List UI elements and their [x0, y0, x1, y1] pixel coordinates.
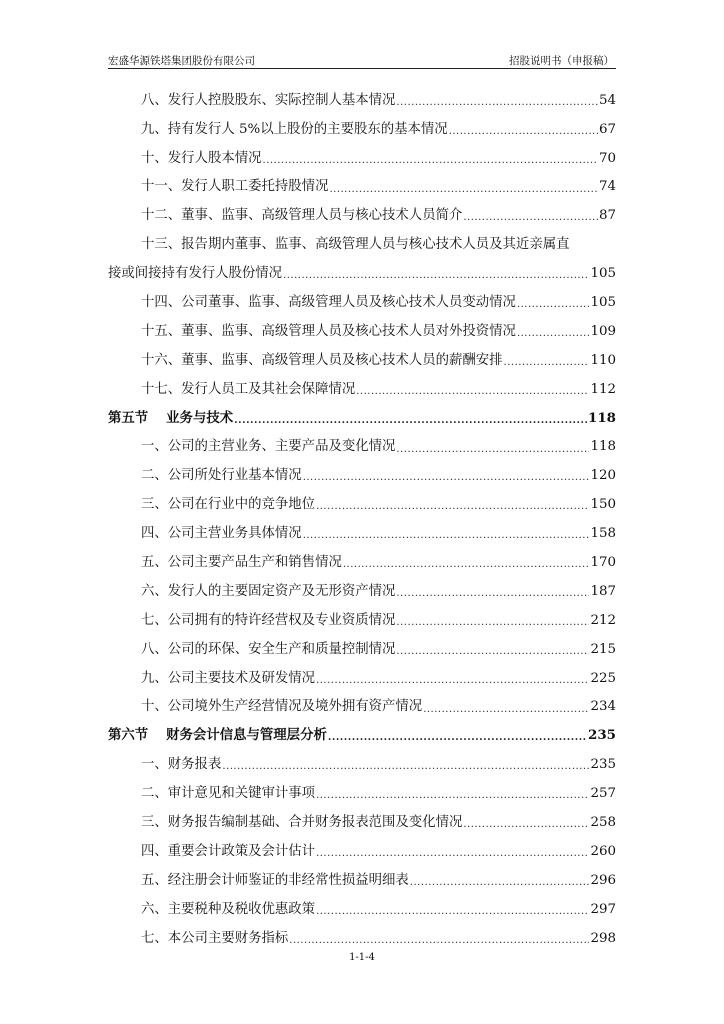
toc-dot-leader [449, 127, 598, 144]
toc-dot-leader [423, 705, 589, 722]
toc-page-number: 296 [590, 872, 616, 888]
toc-entry[interactable] [108, 664, 616, 693]
toc-section-entry[interactable] [108, 722, 616, 751]
toc-page-number: 110 [590, 352, 616, 368]
toc-page-number: 70 [598, 150, 616, 166]
toc-dot-leader [316, 791, 589, 808]
toc-page-number: 235 [588, 727, 616, 744]
toc-entry[interactable] [108, 433, 616, 462]
toc-page-number: 87 [598, 208, 616, 224]
toc-dot-leader [234, 416, 587, 433]
toc-entry[interactable] [108, 577, 616, 606]
toc-entry-title: 九、公司主要技术及研发情况 [141, 670, 316, 686]
toc-entry-continuation[interactable] [108, 259, 616, 288]
page-number: 1-1-4 [349, 952, 375, 963]
toc-entry-title: 四、公司主营业务具体情况 [141, 526, 302, 542]
toc-entry-title: 二、公司所处行业基本情况 [141, 468, 302, 484]
header-doc-title: 招股说明书（申报稿） [509, 55, 614, 67]
toc-dot-leader [356, 387, 589, 404]
toc-entry-title: 七、本公司主要财务指标 [141, 930, 289, 946]
toc-entry-title: 三、财务报告编制基础、合并财务报表范围及变化情况 [141, 815, 463, 830]
toc-entry-title: 十四、公司董事、监事、高级管理人员及核心技术人员变动情况 [141, 294, 516, 310]
toc-page-number: 120 [590, 468, 616, 484]
toc-dot-leader [289, 936, 589, 953]
toc-dot-leader [396, 445, 589, 462]
toc-dot-leader [303, 531, 590, 548]
toc-entry-title: 八、发行人控股股东、实际控制人基本情况 [141, 92, 396, 108]
toc-entry-title: 十五、董事、监事、高级管理人员及核心技术人员对外投资情况 [141, 323, 516, 339]
toc-page-number: 260 [590, 843, 616, 859]
toc-page-number: 118 [590, 439, 616, 455]
toc-page-number: 258 [590, 815, 616, 830]
toc-entry-title: 五、公司主要产品生产和销售情况 [141, 554, 342, 570]
toc-dot-leader [303, 473, 590, 490]
toc-entry-title: 业务与技术 [166, 409, 234, 426]
toc-page-number: 212 [590, 612, 616, 628]
toc-dot-leader [396, 589, 589, 606]
toc-page-number: 112 [590, 381, 616, 397]
toc-dot-leader [396, 98, 598, 115]
toc-page-number: 297 [590, 901, 616, 917]
toc-dot-leader [517, 329, 590, 346]
toc-entry[interactable] [108, 548, 616, 577]
toc-entry-wrapped[interactable] [108, 230, 616, 259]
toc-entry[interactable] [108, 202, 616, 231]
toc-entry[interactable] [108, 519, 616, 548]
toc-dot-leader [463, 820, 589, 837]
toc-dot-leader [343, 560, 590, 577]
toc-dot-leader [463, 213, 598, 230]
toc-entry[interactable] [108, 490, 616, 519]
toc-entry-title: 五、经注册会计师鉴证的非经常性损益明细表 [141, 872, 409, 888]
toc-entry-title: 六、主要税种及税收优惠政策 [141, 901, 316, 917]
toc-entry-title: 九、持有发行人 5%以上股份的主要股东的基本情况 [141, 121, 448, 137]
toc-entry[interactable] [108, 693, 616, 722]
toc-page-number: 234 [590, 699, 616, 715]
toc-dot-leader [316, 502, 589, 519]
toc-page-number: 118 [588, 409, 616, 426]
toc-page-number: 150 [590, 497, 616, 513]
toc-entry[interactable] [108, 866, 616, 895]
toc-entry[interactable] [108, 346, 616, 375]
toc-page-number: 187 [590, 583, 616, 599]
toc-entry-title: 二、审计意见和关键审计事项 [141, 786, 316, 802]
toc-dot-leader [316, 676, 589, 693]
toc-page-number: 74 [598, 179, 616, 195]
toc-page-number: 158 [590, 526, 616, 542]
table-of-contents [108, 86, 616, 953]
toc-entry-title: 十二、董事、监事、高级管理人员与核心技术人员简介 [141, 208, 463, 224]
toc-entry[interactable] [108, 462, 616, 491]
toc-page-number: 257 [590, 786, 616, 802]
toc-section-number: 第五节 [108, 409, 149, 426]
toc-dot-leader [410, 878, 590, 895]
toc-entry[interactable] [108, 86, 616, 115]
toc-page-number: 235 [590, 757, 616, 773]
toc-dot-leader [396, 618, 589, 635]
toc-page-number: 215 [590, 641, 616, 657]
toc-page-number: 105 [590, 294, 616, 310]
toc-entry-title: 十三、报告期内董事、监事、高级管理人员与核心技术人员及其近亲属直 [141, 237, 570, 253]
toc-section-number: 第六节 [108, 727, 149, 744]
toc-entry-title: 八、公司的环保、安全生产和质量控制情况 [141, 641, 396, 657]
toc-entry[interactable] [108, 144, 616, 173]
toc-entry[interactable] [108, 288, 616, 317]
toc-dot-leader [222, 762, 589, 779]
toc-dot-leader [316, 849, 589, 866]
toc-entry-title: 三、公司在行业中的竞争地位 [141, 497, 316, 513]
toc-dot-leader [283, 271, 589, 288]
toc-dot-leader [316, 907, 589, 924]
toc-entry-title: 七、公司拥有的特许经营权及专业资质情况 [141, 612, 396, 628]
toc-entry[interactable] [108, 779, 616, 808]
toc-page-number: 105 [590, 266, 616, 282]
toc-entry[interactable] [108, 115, 616, 144]
toc-page-number: 54 [598, 92, 616, 108]
toc-entry-title: 财务会计信息与管理层分析 [166, 727, 327, 744]
toc-entry[interactable] [108, 635, 616, 664]
toc-page-number: 298 [590, 930, 616, 946]
toc-page-number: 109 [590, 323, 616, 339]
toc-entry-title: 接或间接持有发行人股份情况 [108, 266, 283, 282]
toc-dot-leader [396, 647, 589, 664]
toc-section-entry[interactable] [108, 404, 616, 433]
toc-page-number: 225 [590, 670, 616, 686]
toc-entry-title: 十七、发行人员工及其社会保障情况 [141, 381, 356, 397]
toc-entry-title: 一、财务报表 [141, 757, 222, 773]
toc-entry[interactable] [108, 837, 616, 866]
toc-entry[interactable] [108, 606, 616, 635]
toc-entry-title: 一、公司的主营业务、主要产品及变化情况 [141, 439, 396, 455]
toc-page-number: 67 [598, 121, 616, 137]
toc-entry-title: 六、发行人的主要固定资产及无形资产情况 [141, 583, 396, 599]
toc-dot-leader [517, 300, 590, 317]
toc-entry[interactable] [108, 750, 616, 779]
toc-entry-title: 十一、发行人职工委托持股情况 [141, 179, 329, 195]
toc-entry[interactable] [108, 375, 616, 404]
toc-entry[interactable] [108, 924, 616, 953]
toc-entry[interactable] [108, 895, 616, 924]
toc-entry[interactable] [108, 808, 616, 837]
toc-entry[interactable] [108, 173, 616, 202]
header-company: 宏盛华源铁塔集团股份有限公司 [108, 55, 255, 67]
toc-dot-leader [329, 185, 597, 202]
toc-entry-title: 十六、董事、监事、高级管理人员及核心技术人员的薪酬安排 [141, 352, 503, 368]
toc-dot-leader [263, 156, 598, 173]
toc-entry[interactable] [108, 317, 616, 346]
toc-entry-title: 十、发行人股本情况 [141, 150, 262, 166]
toc-dot-leader [328, 733, 587, 750]
page-header [108, 50, 616, 69]
toc-entry-title: 四、重要会计政策及会计估计 [141, 843, 316, 859]
toc-page-number: 170 [590, 554, 616, 570]
toc-dot-leader [504, 358, 590, 375]
toc-entry-title: 十、公司境外生产经营情况及境外拥有资产情况 [141, 699, 423, 715]
